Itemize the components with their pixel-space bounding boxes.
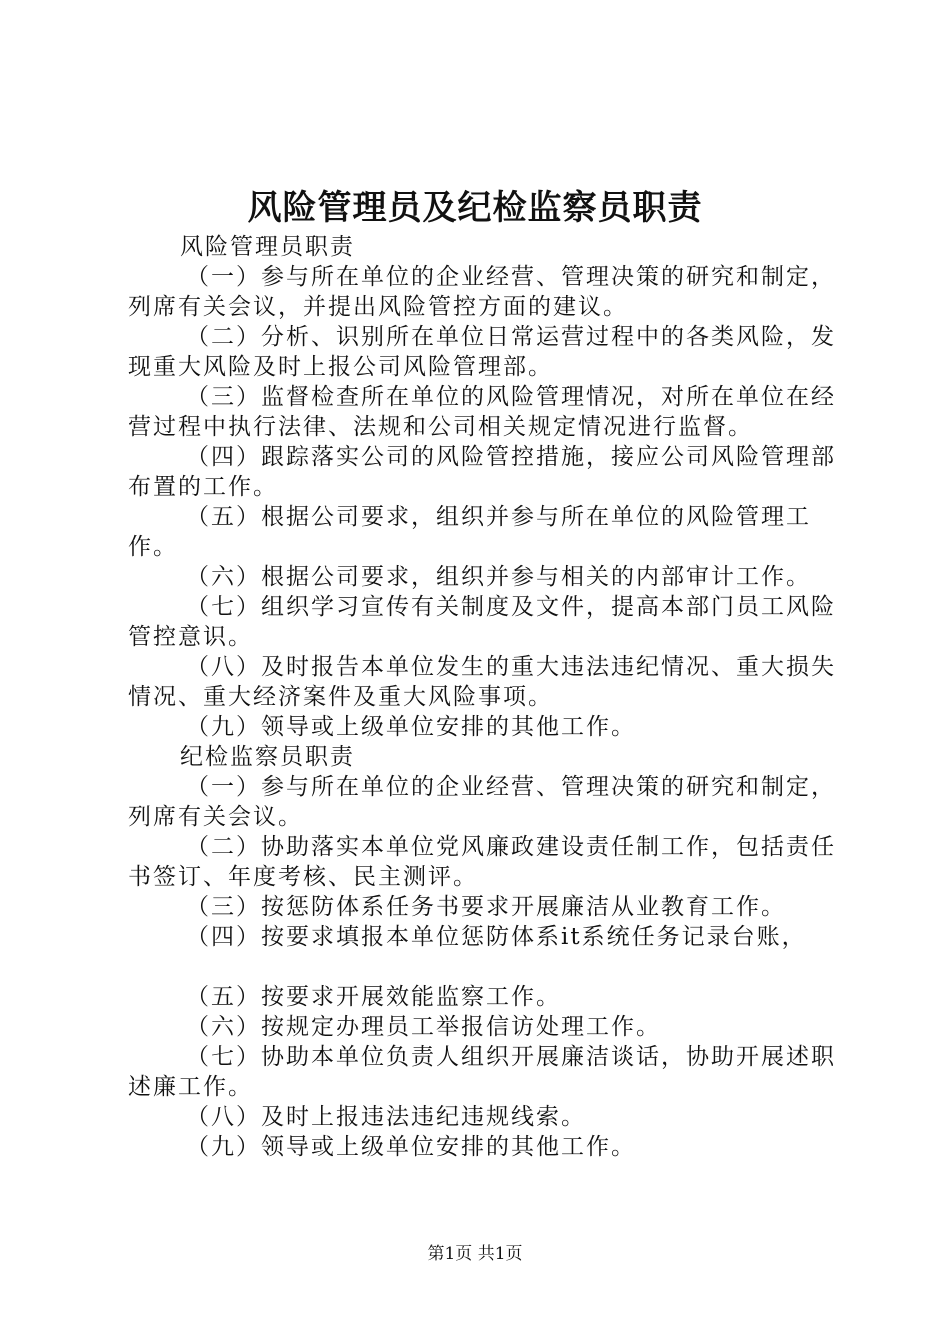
discipline-item-7: （七）协助本单位负责人组织开展廉洁谈话，协助开展述职述廉工作。 bbox=[128, 1044, 836, 1100]
risk-item-6: （六）根据公司要求，组织并参与相关的内部审计工作。 bbox=[186, 564, 811, 590]
document-body bbox=[128, 232, 840, 1162]
discipline-item-6: （六）按规定办理员工举报信访处理工作。 bbox=[186, 1014, 661, 1040]
risk-item-2: （二）分析、识别所在单位日常运营过程中的各类风险，发现重大风险及时上报公司风险管理部。 bbox=[128, 324, 836, 380]
discipline-item-5: （五）按要求开展效能监察工作。 bbox=[186, 984, 561, 1010]
page-number-footer: 第1页 共1页 bbox=[427, 1244, 523, 1264]
discipline-item-3: （三）按惩防体系任务书要求开展廉洁从业教育工作。 bbox=[186, 894, 786, 920]
discipline-item-1: （一）参与所在单位的企业经营、管理决策的研究和制定，列席有关会议。 bbox=[128, 774, 836, 830]
risk-item-1: （一）参与所在单位的企业经营、管理决策的研究和制定，列席有关会议，并提出风险管控方面的建议。 bbox=[128, 264, 836, 320]
discipline-item-2: （二）协助落实本单位党风廉政建设责任制工作，包括责任书签订、年度考核、民主测评。 bbox=[128, 834, 836, 890]
blank-line bbox=[128, 952, 840, 982]
risk-item-3: （三）监督检查所在单位的风险管理情况，对所在单位在经营过程中执行法律、法规和公司相关规定情况进行监督。 bbox=[128, 384, 836, 440]
discipline-item-9: （九）领导或上级单位安排的其他工作。 bbox=[186, 1134, 636, 1160]
risk-item-7: （七）组织学习宣传有关制度及文件，提高本部门员工风险管控意识。 bbox=[128, 594, 836, 650]
risk-item-8: （八）及时报告本单位发生的重大违法违纪情况、重大损失情况、重大经济案件及重大风险事项。 bbox=[128, 654, 836, 710]
risk-item-4: （四）跟踪落实公司的风险管控措施，接应公司风险管理部布置的工作。 bbox=[128, 444, 836, 500]
discipline-item-4: （四）按要求填报本单位惩防体系it系统任务记录台账， bbox=[186, 924, 807, 950]
document-title: 风险管理员及纪检监察员职责 bbox=[247, 188, 703, 228]
section-heading-discipline: 纪检监察员职责 bbox=[180, 744, 355, 770]
section-heading-risk: 风险管理员职责 bbox=[180, 234, 355, 260]
risk-item-9: （九）领导或上级单位安排的其他工作。 bbox=[186, 714, 636, 740]
risk-item-5: （五）根据公司要求，组织并参与所在单位的风险管理工作。 bbox=[128, 504, 811, 560]
discipline-item-8: （八）及时上报违法违纪违规线索。 bbox=[186, 1104, 586, 1130]
